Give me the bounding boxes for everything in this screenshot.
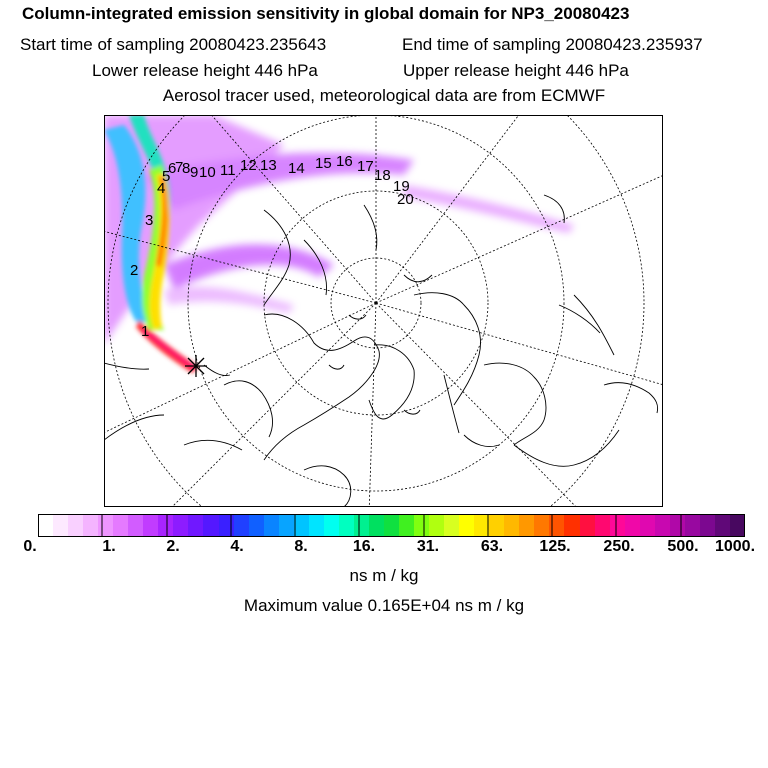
day-label: 8 [182,160,191,177]
colorbar-cell [730,514,745,537]
day-label: 16 [336,153,353,170]
star-icon [185,355,207,377]
day-label: 11 [220,162,236,179]
day-label: 18 [374,167,391,184]
colorbar-tick: 31. [416,538,440,555]
sensitivity-map [104,115,663,507]
colorbar-tick: 1000. [714,538,756,555]
colorbar-cell [234,514,249,537]
colorbar-cell [640,514,655,537]
day-label: 12 [240,157,257,174]
upper-release-height: Upper release height 446 hPa [403,61,629,80]
colorbar-cell [580,514,595,537]
colorbar-cell [219,514,234,537]
day-label: 15 [315,155,332,172]
colorbar-cell [173,514,188,537]
colorbar-cell [549,514,564,537]
colorbar-cell [324,514,339,537]
colorbar-cell [113,514,128,537]
colorbar-cell [143,514,158,537]
colorbar-cell [534,514,549,537]
colorbar-cell [685,514,700,537]
colorbar-cell [264,514,279,537]
day-label: 9 [190,164,199,181]
day-label: 2 [130,262,139,279]
colorbar-cell [444,514,459,537]
colorbar-cell [474,514,489,537]
colorbar-cell [309,514,324,537]
colorbar-cell [53,514,68,537]
colorbar-cell [158,514,173,537]
colorbar-cell [504,514,519,537]
sampling-start: Start time of sampling 20080423.235643 [20,35,327,54]
colorbar-cell [414,514,429,537]
colorbar-cell [294,514,309,537]
colorbar-cell [98,514,113,537]
maximum-value: Maximum value 0.165E+04 ns m / kg [243,596,525,615]
colorbar-cell [715,514,730,537]
colorbar-cell [369,514,384,537]
colorbar-tick: 0. [23,538,37,555]
colorbar-cell [564,514,580,537]
day-label: 3 [145,212,154,229]
colorbar-tick: 16. [352,538,376,555]
colorbar-cell [188,514,203,537]
colorbar [38,514,746,538]
colorbar-cell [249,514,264,537]
sampling-end: End time of sampling 20080423.235937 [402,35,703,54]
plot-title: Column-integrated emission sensitivity in global domain for NP3_20080423 [22,4,630,23]
day-label: 13 [260,157,277,174]
colorbar-tick: 250. [603,538,635,555]
colorbar-cell [203,514,219,537]
colorbar-cell [519,514,534,537]
colorbar-tick: 4. [230,538,244,555]
colorbar-cell [354,514,369,537]
colorbar-cell [429,514,444,537]
colorbar-cell [38,514,53,537]
day-label: 10 [199,164,216,181]
colorbar-tick: 63. [480,538,504,555]
day-label: 6 [168,160,177,177]
day-label: 1 [141,323,150,340]
day-label: 4 [157,180,166,197]
colorbar-cell [279,514,294,537]
colorbar-cell [670,514,685,537]
colorbar-cell [68,514,83,537]
colorbar-cell [610,514,625,537]
colorbar-cell [595,514,610,537]
colorbar-cell [128,514,143,537]
colorbar-tick: 8. [294,538,308,555]
colorbar-tick: 500. [667,538,699,555]
colorbar-tick: 2. [166,538,180,555]
colorbar-cell [384,514,399,537]
colorbar-cell [625,514,640,537]
day-label: 17 [357,158,374,175]
colorbar-cell [655,514,670,537]
day-label: 19 [393,178,410,195]
day-label: 14 [288,160,305,177]
colorbar-tick: 125. [539,538,571,555]
day-label: 5 [162,168,171,185]
day-label: 20 [397,191,414,208]
colorbar-tick: 1. [102,538,116,555]
colorbar-cell [339,514,354,537]
lower-release-height: Lower release height 446 hPa [92,61,318,80]
colorbar-units: ns m / kg [349,566,419,585]
colorbar-cell [399,514,414,537]
tracer-info: Aerosol tracer used, meteorological data are from ECMWF [162,86,606,105]
colorbar-cell [489,514,504,537]
colorbar-cells [38,514,745,537]
colorbar-cell [459,514,474,537]
colorbar-cell [700,514,715,537]
day-label: 7 [175,159,184,176]
colorbar-cell [83,514,98,537]
